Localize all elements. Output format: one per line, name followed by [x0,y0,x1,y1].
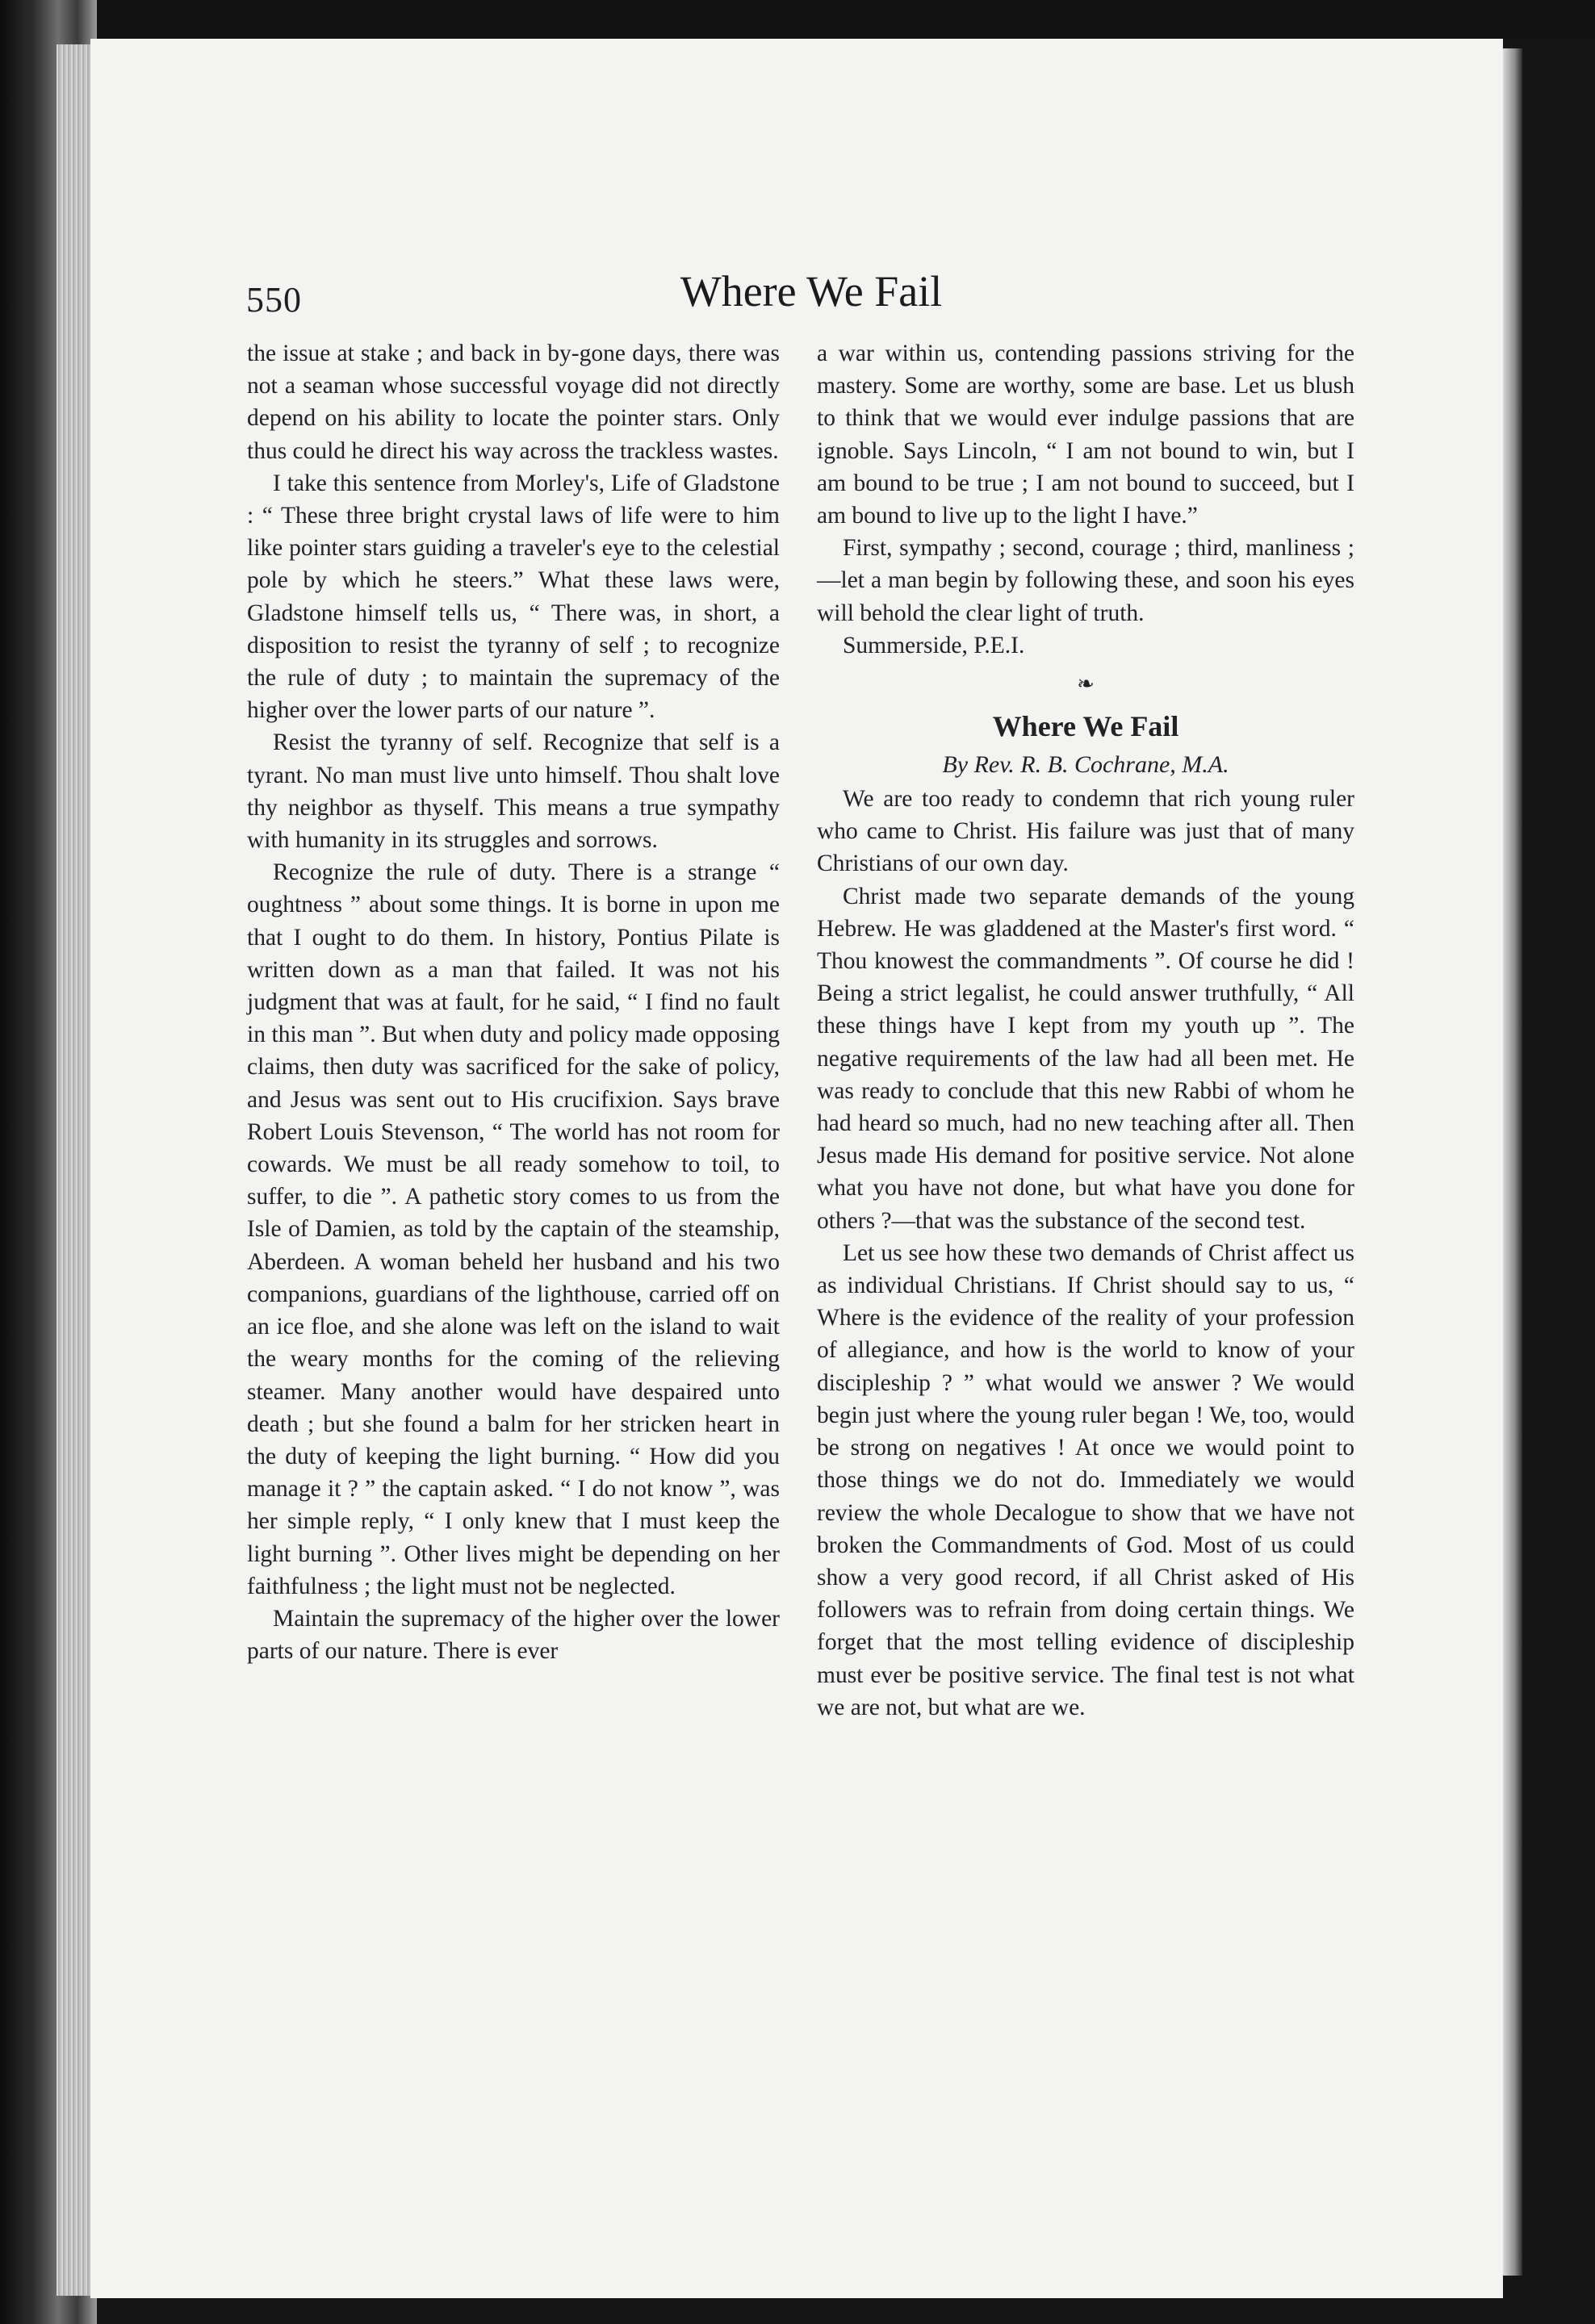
background-top [0,0,1595,39]
article-title: Where We Fail [992,710,1179,743]
place-signature: Summerside, P.E.I. [843,632,1025,658]
paragraph: Let us see how these two demands of Christ affect us as individual Christians. If Christ should say to us, “ Where is the evidence of the reality of your profession of allegiance, and how is the world to know of your discipleship ? ” what would we answer ? We would begin just where the young ruler began ! We, too, would be strong on negatives ! At once we would point to those things we do not do. Immediately we would review the whole Decalogue to show that we have not broken the Commandments of God. Most of us could show a very good record, if all Christ asked of His followers was to refrain from doing certain things. We forget that the most telling evidence of discipleship must ever be positive service. The final test is not what we are not, but what are we. [817,1239,1354,1720]
paragraph: the issue at stake ; and back in by-gone days, there was not a seaman whose successful voyage did not directly depend on his ability to locate the pointer stars. Only thus could he direct his way across the trackless wastes. [247,341,780,464]
ornament-icon: ❧ [1077,672,1095,696]
paragraph: First, sympathy ; second, courage ; third, manliness ;—let a man begin by following these, and soon his eyes will behold the clear light of truth. [817,535,1354,626]
left-column [247,337,780,1667]
page-number: 550 [246,280,302,320]
paragraph: We are too ready to condemn that rich young ruler who came to Christ. His failure was just that of many Christians of our own day. [817,786,1354,877]
paragraph: Recognize the rule of duty. There is a strange “ oughtness ” about some things. It is borne in upon me that I ought to do them. In history, Pontius Pilate is written down as a man that failed. It was not his judgment that was at fault, for he said, “ I find no fault in this man ”. But when duty and policy made opposing claims, then duty was sacrificed for the sake of policy, and Jesus was sent out to His crucifixion. Says brave Robert Louis Stevenson, “ The world has not room for cowards. We must be all ready somehow to toil, to suffer, to die ”. A pathetic story comes to us from the Isle of Damien, as told by the captain of the steamship, Aberdeen. A woman beheld her husband and his two companions, guardians of the lighthouse, carried off on an ice floe, and she alone was left on the island to wait the weary months for the coming of the relieving steamer. Many another would have despaired unto death ; but she found a balm for her stricken heart in the duty of keeping the light burning. “ How did you manage it ? ” the captain asked. “ I do not know ”, was her simple reply, “ I only knew that I must keep the light burning ”. Other lives might be depending on her faithfulness ; the light must not be neglected. [247,859,780,1599]
running-head [246,266,1376,323]
page-right-edge [1503,48,1522,2276]
running-title: Where We Fail [680,267,943,316]
paragraph: I take this sentence from Morley's, Life of Gladstone : “ These three bright crystal laws of life were to him like pointer stars guiding a traveler's eye to the celestial pole by which he steers.” What these laws were, Gladstone himself tells us, “ There was, in short, a disposition to resist the tyranny of self ; to recognize the rule of duty ; to maintain the supremacy of the higher over the lower parts of our nature ”. [247,470,780,724]
paragraph: Christ made two separate demands of the young Hebrew. He was gladdened at the Master's first word. “ Thou knowest the commandments ”. Of course he did ! Being a strict legalist, he could answer truthfully, “ All these things have I kept from my youth up ”. The negative requirements of the law had all been met. He was ready to conclude that this new Rabbi of whom he had heard so much, had no new teaching after all. Then Jesus made His demand for positive service. Not alone what you have not done, but what have you done for others ?—that was the substance of the second test. [817,883,1354,1234]
right-column [817,337,1354,1724]
paragraph: Maintain the supremacy of the higher over the lower parts of our nature. There is ever [247,1605,780,1665]
paragraph: a war within us, contending passions striving for the mastery. Some are worthy, some are base. Let us blush to think that we would ever indulge passions that are ignoble. Says Lincoln, “ I am not bound to win, but I am bound to be true ; I am not bound to succeed, but I am bound to live up to the light I have.” [817,341,1354,529]
paragraph: Resist the tyranny of self. Recognize that self is a tyrant. No man must live unto himself. Thou shalt love thy neighbor as thyself. This means a true sympathy with humanity in its struggles and sorrows. [247,729,780,854]
article-byline: By Rev. R. B. Cochrane, M.A. [942,751,1229,779]
